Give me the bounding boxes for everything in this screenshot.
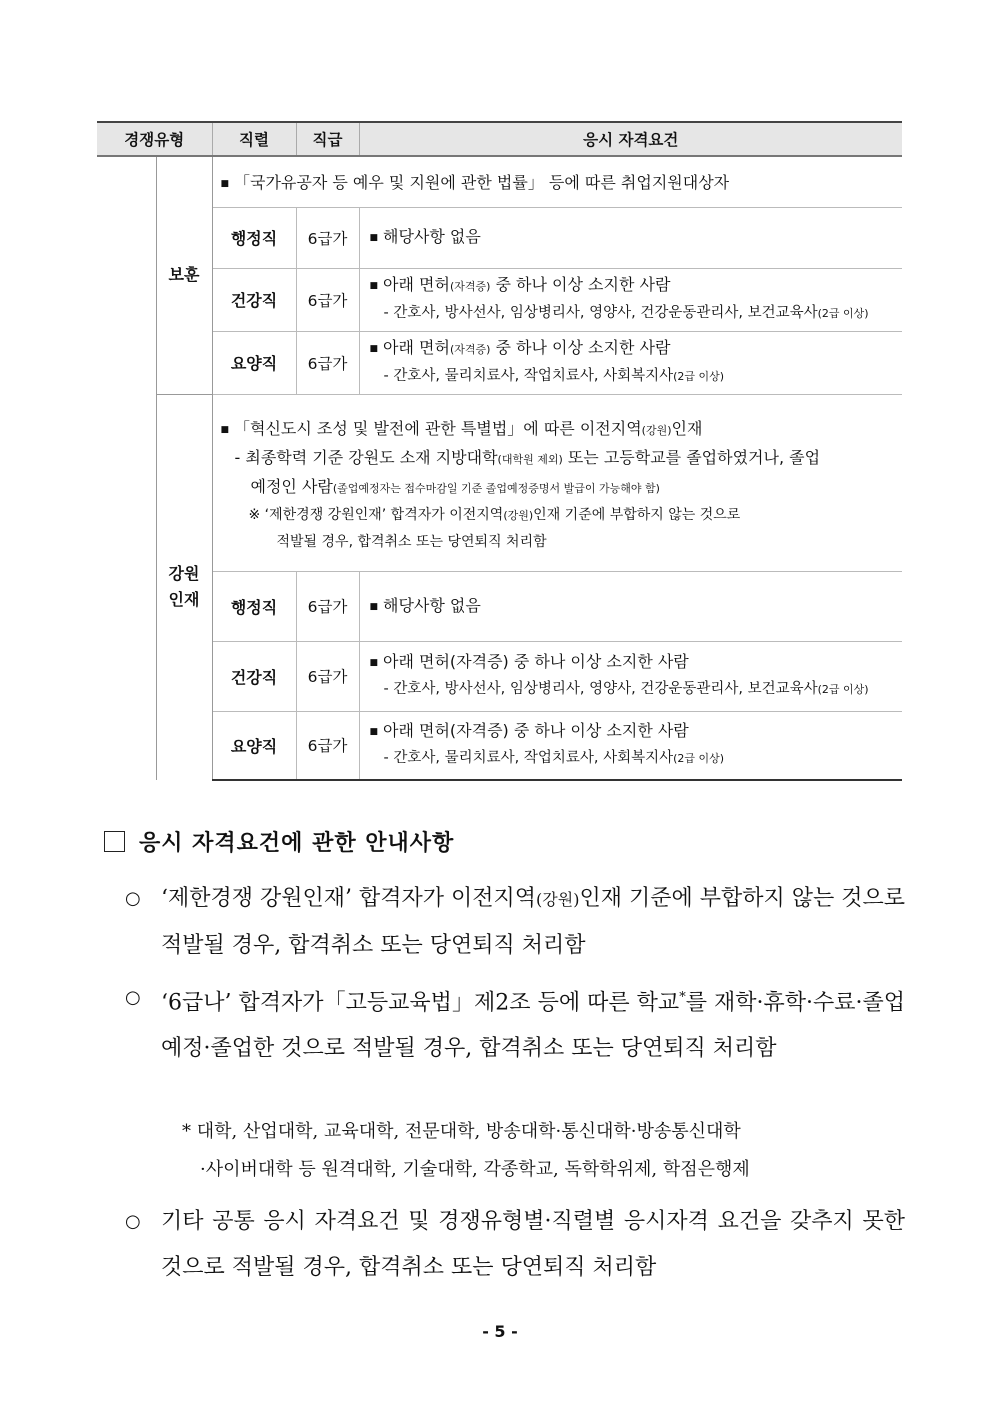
job-requirement: ■ 아래 면허(자격증) 중 하나 이상 소지한 사람 - 간호사, 방사선사, 임상병리사, 영양사, 건강운동관리사, 보건교육사(2급 이상) bbox=[359, 268, 902, 331]
square-bullet-icon: ■ bbox=[369, 601, 379, 612]
table-row bbox=[97, 156, 902, 207]
circle-bullet-icon: ○ bbox=[125, 1211, 141, 1232]
job-grade: 6급가 bbox=[296, 641, 359, 711]
job-grade: 6급가 bbox=[296, 268, 359, 331]
header-requirements: 응시 자격요건 bbox=[359, 122, 902, 156]
job-title: 행정직 bbox=[212, 207, 296, 268]
square-bullet-icon: ■ bbox=[369, 233, 379, 243]
table-header-row bbox=[97, 122, 902, 156]
header-grade: 직급 bbox=[296, 122, 359, 156]
job-grade: 6급가 bbox=[296, 711, 359, 780]
footnote-line-1: * 대학, 산업대학, 교육대학, 전문대학, 방송대학·통신대학·방송통신대학 bbox=[182, 1121, 741, 1142]
square-bullet-icon: ■ bbox=[220, 424, 230, 435]
square-bullet-icon: ■ bbox=[369, 344, 379, 354]
job-requirement: ■ 아래 면허(자격증) 중 하나 이상 소지한 사람 - 간호사, 물리치료사, 작업치료사, 사회복지사(2급 이상) bbox=[359, 331, 902, 394]
footnote-line-2: ·사이버대학 등 원격대학, 기술대학, 각종학교, 독학학위제, 학점은행제 bbox=[200, 1159, 750, 1180]
notice-item: ○ ‘제한경쟁 강원인재’ 합격자가 이전지역(강원)인재 기준에 부합하지 않는 것으로 적발될 경우, 합격취소 또는 당연퇴직 처리함 bbox=[125, 876, 905, 969]
competition-type-cell bbox=[97, 156, 156, 780]
header-competition-type: 경쟁유형 bbox=[97, 122, 212, 156]
job-grade: 6급가 bbox=[296, 331, 359, 394]
table-row bbox=[97, 571, 902, 641]
table-row bbox=[97, 331, 902, 394]
job-grade: 6급가 bbox=[296, 571, 359, 641]
bohun-intro: ■ 「국가유공자 등 예우 및 지원에 관한 법률」 등에 따른 취업지원대상자 bbox=[212, 156, 902, 207]
notice-heading: 응시 자격요건에 관한 안내사항 bbox=[104, 826, 454, 857]
circle-bullet-icon: ○ bbox=[125, 888, 141, 909]
table-row bbox=[97, 641, 902, 711]
square-bullet-icon: ■ bbox=[369, 281, 379, 291]
checkbox-square-icon bbox=[104, 831, 125, 852]
notice-item: ○ 기타 공통 응시 자격요건 및 경쟁유형별·직렬별 응시자격 요건을 갖추지 못한 것으로 적발될 경우, 합격취소 또는 당연퇴직 처리함 bbox=[125, 1199, 905, 1291]
job-requirement: ■ 해당사항 없음 bbox=[359, 207, 902, 268]
job-title: 건강직 bbox=[212, 641, 296, 711]
gangwon-label: 강원 인재 bbox=[156, 394, 212, 780]
job-requirement: ■ 아래 면허(자격증) 중 하나 이상 소지한 사람 - 간호사, 물리치료사, 작업치료사, 사회복지사(2급 이상) bbox=[359, 711, 902, 780]
notice-item: ○ ‘6급나’ 합격자가「고등교육법」제2조 등에 따른 학교*를 재학·휴학·수료·졸업예정·졸업한 것으로 적발될 경우, 합격취소 또는 당연퇴직 처리함 bbox=[125, 975, 905, 1072]
square-bullet-icon: ■ bbox=[369, 727, 379, 738]
circle-bullet-icon: ○ bbox=[125, 987, 141, 1008]
table-row bbox=[97, 207, 902, 268]
gangwon-intro: ■ 「혁신도시 조성 및 발전에 관한 특별법」에 따른 이전지역(강원)인재 - 최종학력 기준 강원도 소재 지방대학(대학원 제외) 또는 고등학교를 졸업하였거나, 졸업 예정인 사람(졸업예정자는 접수마감일 기준 졸업예정증명서 발급이 가능해야 함) ※ ‘제한경쟁 강원인재’ 합격자가 이전지역(강원)인재 기준에 부합하지 않는 것으로 적발될 경우, 합격취소 또는 당연퇴직 처리함 bbox=[212, 394, 902, 571]
job-title: 행정직 bbox=[212, 571, 296, 641]
job-grade: 6급가 bbox=[296, 207, 359, 268]
table-row bbox=[97, 711, 902, 780]
qualification-table bbox=[97, 121, 902, 781]
job-title: 요양직 bbox=[212, 331, 296, 394]
square-bullet-icon: ■ bbox=[369, 658, 379, 668]
job-requirement: ■ 아래 면허(자격증) 중 하나 이상 소지한 사람 - 간호사, 방사선사, 임상병리사, 영양사, 건강운동관리사, 보건교육사(2급 이상) bbox=[359, 641, 902, 711]
job-title: 건강직 bbox=[212, 268, 296, 331]
header-job-series: 직렬 bbox=[212, 122, 296, 156]
page-number: - 5 - bbox=[482, 1322, 518, 1341]
job-title: 요양직 bbox=[212, 711, 296, 780]
bohun-label: 보훈 bbox=[156, 156, 212, 394]
table-row bbox=[97, 394, 902, 571]
job-requirement: ■ 해당사항 없음 bbox=[359, 571, 902, 641]
square-bullet-icon: ■ bbox=[220, 179, 230, 189]
table-row bbox=[97, 268, 902, 331]
